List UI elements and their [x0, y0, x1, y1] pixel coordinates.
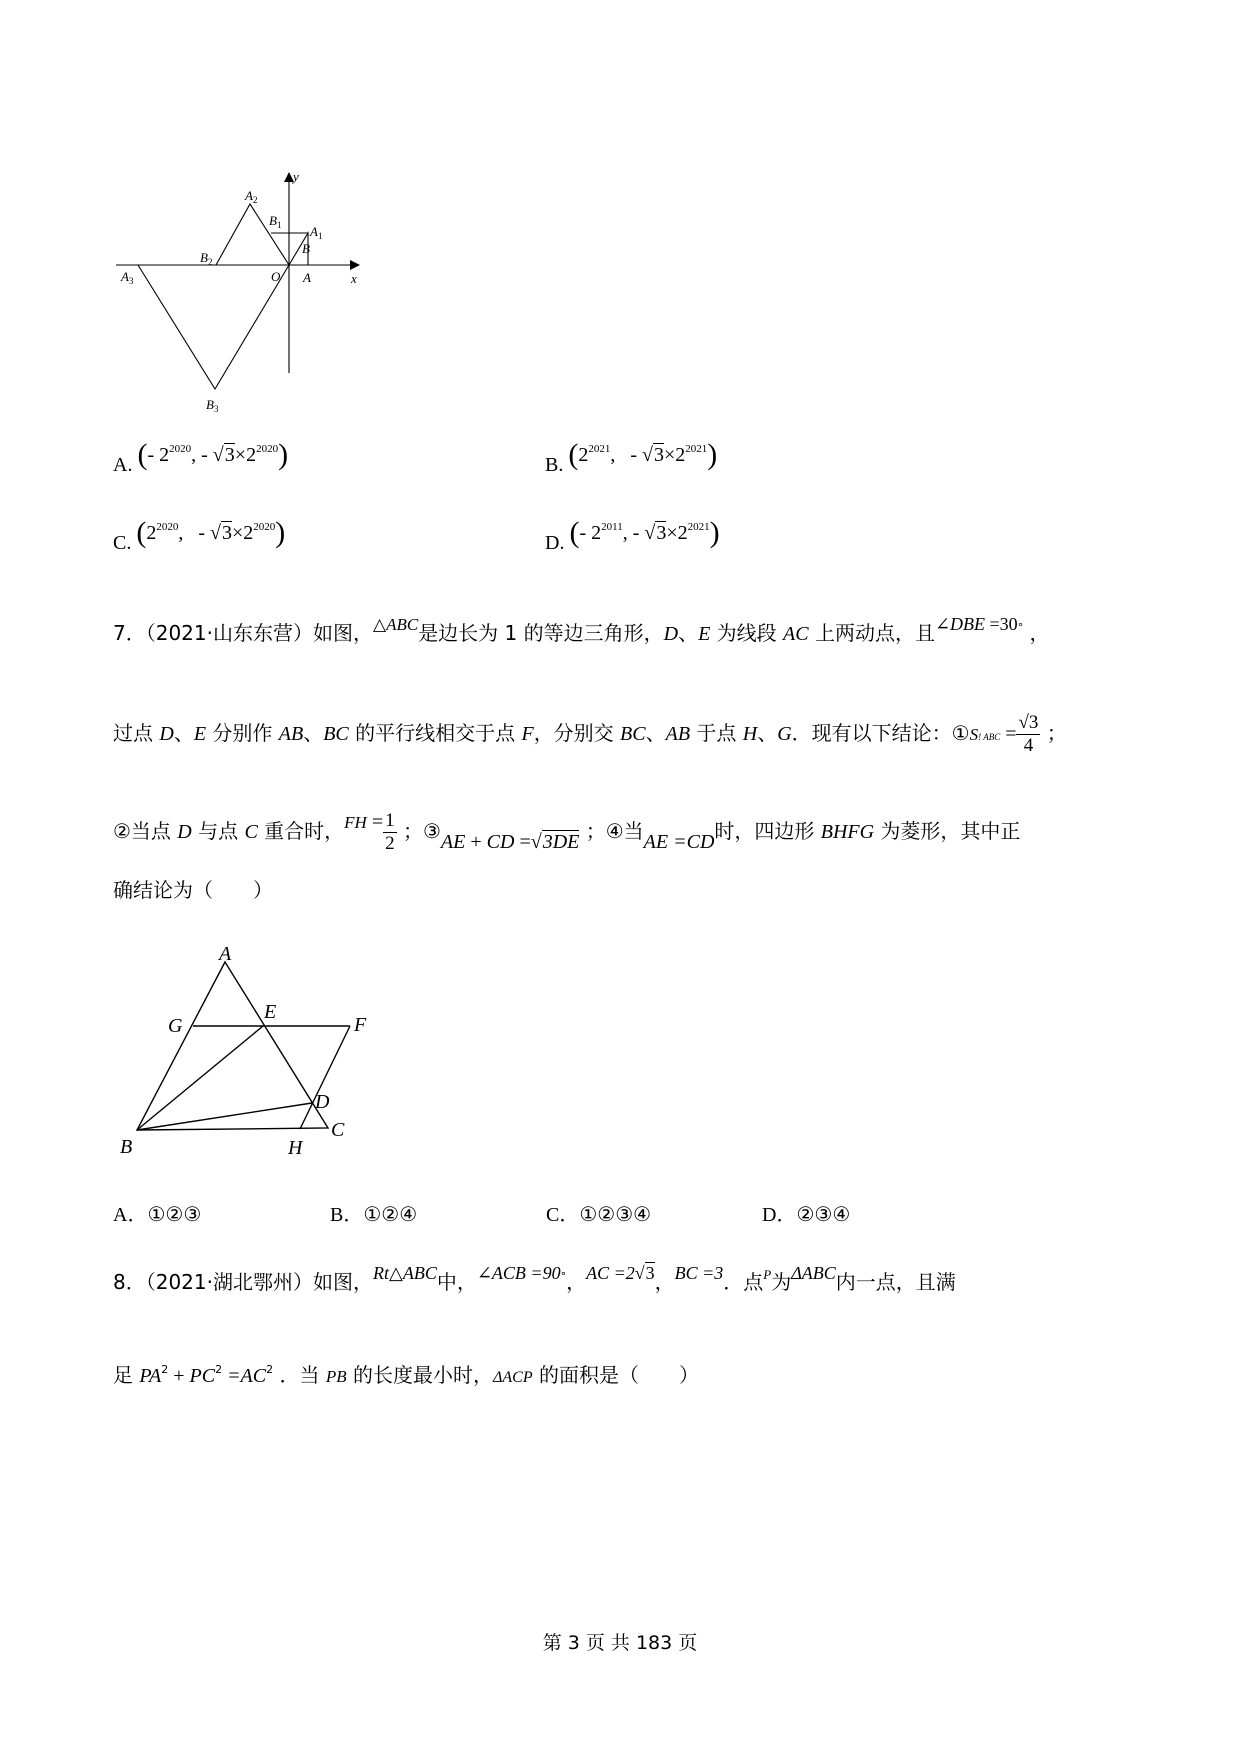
- svg-text:y: y: [293, 169, 299, 184]
- q7-number: 7．: [113, 621, 146, 645]
- svg-text:D: D: [315, 1091, 330, 1113]
- q6-option-b-math: ($2^{2021}$, - $√3\times 2^{2021}$): [568, 438, 718, 471]
- svg-text:F: F: [354, 1014, 367, 1036]
- svg-text:x: x: [351, 271, 357, 286]
- q6-option-c-math: ($2^{2020}$, - $√3\times 2^{2020}$): [136, 516, 286, 549]
- svg-text:A3: $A_3$: [121, 269, 134, 286]
- q8-line-1: 8．（2021·湖北鄂州）如图，Rt△ABC中，∠ACB =90°，AC =2√3，BC =3．点$^P$为ΔABC内一点，且满: [113, 1263, 956, 1294]
- q7-line-1: 7．（2021·山东东营）如图，$^{\triangle ABC}$是边长为 1 的等边三角形，D、E 为线段 AC 上两动点，且∠DBE =30° ，: [113, 614, 1050, 645]
- svg-text:B: B: [120, 1136, 133, 1158]
- svg-text:H: H: [288, 1137, 303, 1159]
- svg-text:A2: $A_2$: [245, 188, 258, 205]
- svg-text:E: E: [264, 1001, 277, 1023]
- q7-line-3: ②当点 D 与点 C 重合时，$^{FH}$ = $\frac{1}{2}$ ；③AE + CD =√3DE ；④当AE =CD时，四边形 BHFG 为菱形，其中正: [113, 810, 1021, 854]
- svg-text:A: A: [303, 270, 311, 285]
- q7-option-d[interactable]: D．②③④: [762, 1202, 851, 1226]
- svg-text:B3: $B_3$: [206, 397, 219, 414]
- q8-source: （2021·湖北鄂州）: [145, 1270, 313, 1294]
- fraction-sqrt3-over-4: $\frac{√3}{4}$: [1018, 712, 1039, 756]
- q6-option-c[interactable]: C. ($2^{2020}$, - $√3\times 2^{2020}$): [113, 516, 286, 554]
- q7-line-2: 过点 D、E 分别作 AB、BC 的平行线相交于点 F，分别交 BC、AB 于点 H、G．现有以下结论：①S! ABC = $\frac{√3}{4}$ ；: [113, 712, 1067, 756]
- q7-option-b[interactable]: B．①②④: [330, 1202, 418, 1226]
- svg-text:B2: $B_2$: [200, 250, 213, 267]
- svg-text:C: C: [331, 1119, 345, 1141]
- svg-text:O: O: [271, 269, 281, 284]
- q7-line-4: 确结论为（ ）: [113, 878, 273, 902]
- q7-option-c[interactable]: C．①②③④: [546, 1202, 652, 1226]
- q7-option-a[interactable]: A．①②③: [113, 1202, 202, 1226]
- q6-option-d[interactable]: D. (- $2^{2011}$, - $√3\times 2^{2021}$): [545, 516, 720, 554]
- q6-option-a-math: (- $2^{2020}$, - $√3\times 2^{2020}$): [137, 438, 289, 471]
- q7-source: （2021·山东东营）: [145, 621, 313, 645]
- q8-number: 8．: [113, 1270, 146, 1294]
- page-number: 第 3 页 共 183 页: [542, 1632, 698, 1654]
- svg-text:A1: $A_1$: [310, 224, 323, 241]
- svg-text:B: B: [302, 241, 310, 256]
- svg-text:B1: $B_1$: [269, 213, 282, 230]
- page-footer: [0, 1628, 1240, 1655]
- q6-option-a[interactable]: A. (- $2^{2020}$, - $√3\times 2^{2020}$): [113, 438, 289, 476]
- q6-coordinate-figure: [100, 150, 380, 430]
- fraction-one-half: $\frac{1}{2}$: [385, 810, 395, 854]
- q6-option-b[interactable]: B. ($2^{2021}$, - $√3\times 2^{2021}$): [545, 438, 718, 476]
- svg-text:G: G: [168, 1015, 183, 1037]
- q6-option-d-math: (- $2^{2011}$, - $√3\times 2^{2021}$): [569, 516, 720, 549]
- q8-line-2: 足 $PA^2 + PC^2 =AC^2$ ．当 PB 的长度最小时，ΔACP 的面积是（ ）: [113, 1363, 699, 1387]
- q7-triangle-figure: [100, 930, 400, 1170]
- svg-text:A: A: [219, 943, 232, 965]
